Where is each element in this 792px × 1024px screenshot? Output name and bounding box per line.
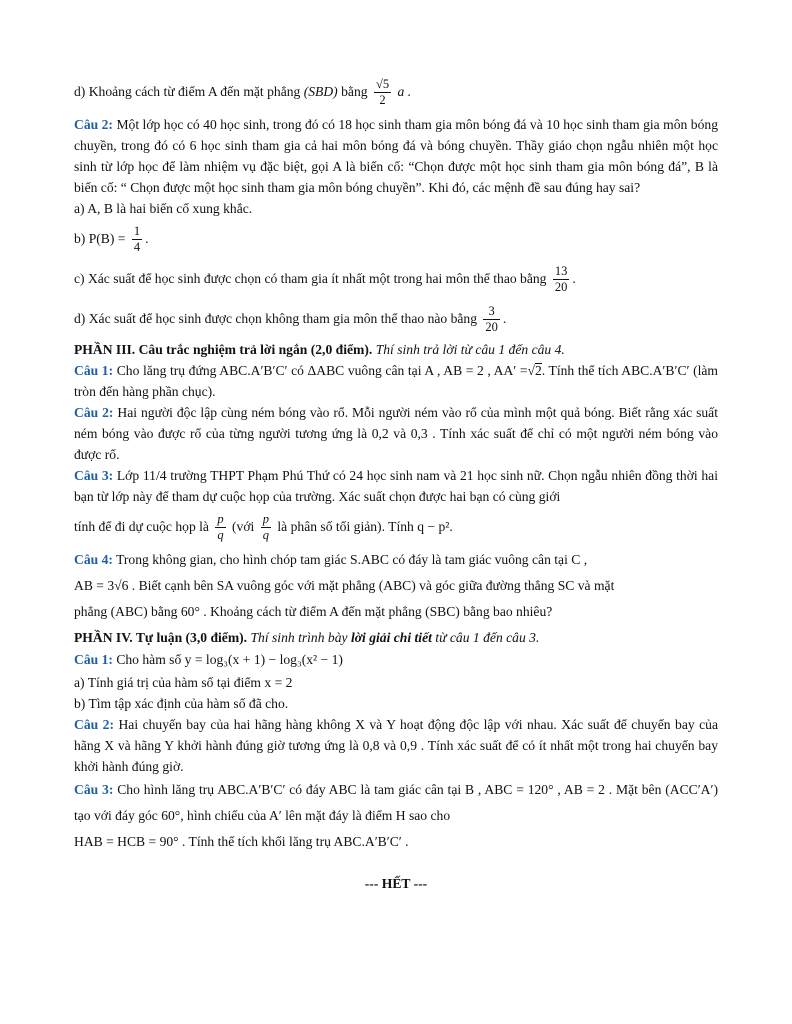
denominator: q bbox=[262, 528, 269, 543]
option-text: d) Xác suất để học sinh được chọn không tham gia môn thể thao nào bằng bbox=[74, 311, 478, 326]
part2-item-d-prev bbox=[74, 72, 718, 112]
question-text: là phân số tối giản). Tính q − p². bbox=[277, 519, 453, 534]
part3-question-2 bbox=[74, 402, 718, 465]
part3-question-3-cont bbox=[74, 507, 718, 547]
part4-question-3-cont: HAB = HCB = 90° . Tính thể tích khối lăng trụ ABC.A′B′C′ . bbox=[74, 834, 409, 849]
fraction bbox=[483, 304, 500, 335]
fraction bbox=[374, 77, 391, 108]
denominator: 20 bbox=[554, 280, 568, 295]
denominator: q bbox=[217, 528, 224, 543]
question-text: (với bbox=[232, 519, 255, 534]
question-text: Một lớp học có 40 học sinh, trong đó có 18 học sinh tham gia môn bóng đá và 10 học sinh tham gia môn bóng chuyền, trong đó có 6 học sinh tham gia cả hai môn bóng đá và bóng chuyền. Thầy giáo chọn ngẫu nhiên một học sinh từ lớp học để làm nhiệm vụ đặc biệt, gọi A là biến cố: “Chọn được một học sinh tham gia môn bóng đá”, B là biến cố: “ Chọn được một học sinh tham gia môn bóng chuyền”. Khi đó, các mệnh đề sau đúng hay sai? bbox=[74, 117, 718, 195]
section-heading: PHẦN III. Câu trắc nghiệm trả lời ngắn (2,0 điểm). bbox=[74, 342, 373, 357]
part3-question-3 bbox=[74, 465, 718, 507]
part4-question-1-a: a) Tính giá trị của hàm số tại điểm x = 2 bbox=[74, 675, 293, 690]
item-text: d) Khoảng cách từ điểm A đến mặt phẳng bbox=[74, 84, 301, 99]
question-text: Cho hàm số y = log₃(x + 1) − log₃(x² − 1) bbox=[116, 652, 343, 667]
question-label: Câu 1: bbox=[74, 652, 113, 667]
part4-question-1-b: b) Tìm tập xác định của hàm số đã cho. bbox=[74, 696, 289, 711]
plane-name: (SBD) bbox=[303, 84, 338, 99]
denominator: 20 bbox=[485, 320, 498, 335]
numerator: p bbox=[217, 512, 224, 527]
fraction bbox=[261, 512, 271, 543]
option-text: b) P(B) = bbox=[74, 231, 126, 246]
question-label: Câu 1: bbox=[74, 363, 114, 378]
part4-question-2 bbox=[74, 714, 718, 777]
part2-question-2 bbox=[74, 114, 718, 198]
option-d: d) Xác suất để học sinh được chọn không tham gia môn thể thao nào bằng $\frac{3}{20}$ . bbox=[74, 304, 507, 335]
part3-question-4-cont2: phẳng (ABC) bằng 60° . Khoảng cách từ điểm A đến mặt phẳng (SBC) bằng bao nhiêu? bbox=[74, 604, 553, 619]
section-instruction: Thí sinh trình bày bbox=[250, 630, 348, 645]
part3-heading bbox=[74, 339, 718, 360]
numerator: √5 bbox=[375, 77, 390, 92]
denominator: 4 bbox=[133, 240, 141, 255]
question-label: Câu 4: bbox=[74, 552, 113, 567]
part4-question-3 bbox=[74, 777, 718, 829]
part3-question-1: Câu 1: Cho lăng trụ đứng ABC.A′B′C′ có ΔABC vuông cân tại A , AB = 2 , AA′ =√2. Tính thể tích ABC.A′B′C′ (làm tròn đến hàng phần chục). bbox=[74, 363, 719, 399]
section-instruction: Thí sinh trả lời từ câu 1 đến câu 4. bbox=[375, 342, 565, 357]
part4-question-1 bbox=[74, 648, 718, 672]
question-text: Hai người độc lập cùng ném bóng vào rổ. Mỗi người ném vào rổ của mình một quả bóng. Biết rằng xác suất ném bóng vào được rổ của từng người tương ứng là 0,2 và 0,3 . Tính xác suất để chỉ có một người ném bóng vào được rổ. bbox=[74, 405, 718, 462]
denominator: 2 bbox=[379, 93, 386, 108]
question-text: Cho lăng trụ đứng ABC.A′B′C′ có ΔABC vuông cân tại A , AB = 2 , AA′ = bbox=[116, 363, 528, 378]
fraction bbox=[553, 264, 570, 295]
question-label: Câu 3: bbox=[74, 468, 114, 483]
question-text: Lớp 11/4 trường THPT Phạm Phú Thứ có 24 học sinh nam và 21 học sinh nữ. Chọn ngẫu nhiên đồng thời hai bạn từ lớp này để tham dự cuộc họp của trường. Xác suất chọn được hai bạn có cùng giới bbox=[74, 468, 718, 504]
part4-heading bbox=[74, 627, 718, 648]
fraction bbox=[215, 512, 225, 543]
option-b: b) P(B) = $\frac{1}{4}$ . bbox=[74, 224, 149, 255]
item-text: a . bbox=[397, 84, 412, 99]
part3-question-4 bbox=[74, 547, 718, 573]
end-marker: --- HẾT --- bbox=[364, 876, 428, 891]
fraction bbox=[132, 224, 142, 255]
numerator: 1 bbox=[133, 224, 141, 239]
option-c: c) Xác suất để học sinh được chọn có tham gia ít nhất một trong hai môn thể thao bằng $\frac{13}{20}$ . bbox=[74, 264, 576, 295]
question-label: Câu 2: bbox=[74, 117, 113, 132]
numerator: p bbox=[262, 512, 269, 527]
question-label: Câu 2: bbox=[74, 717, 114, 732]
question-text: tính để đi dự cuộc họp là bbox=[74, 519, 209, 534]
question-text: Cho hình lăng trụ ABC.A′B′C′ có đáy ABC là tam giác cân tại B , ABC = 120° , AB = 2 . Mặt bên (ACC′A′) tạo với đáy góc 60°, hình chiếu của A′ lên mặt đáy là điểm H sao cho bbox=[74, 782, 719, 823]
question-label: Câu 3: bbox=[74, 782, 114, 797]
section-instruction-bold: lời giải chi tiết bbox=[350, 630, 432, 645]
radicand: 2 bbox=[535, 363, 542, 378]
item-text: bằng bbox=[341, 84, 368, 99]
exam-page bbox=[74, 72, 718, 894]
part3-question-4-cont: AB = 3√6 . Biết cạnh bên SA vuông góc với mặt phẳng (ABC) và góc giữa đường thẳng SC và mặt bbox=[74, 578, 615, 593]
question-text: Trong không gian, cho hình chóp tam giác S.ABC có đáy là tam giác vuông cân tại C , bbox=[116, 552, 588, 567]
numerator: 3 bbox=[483, 304, 500, 320]
section-instruction: từ câu 1 đến câu 3. bbox=[435, 630, 540, 645]
section-heading: PHẦN IV. Tự luận (3,0 điểm). bbox=[74, 630, 248, 645]
numerator: 13 bbox=[554, 264, 568, 279]
option-text: c) Xác suất để học sinh được chọn có tham gia ít nhất một trong hai môn thể thao bằng bbox=[74, 271, 547, 286]
option-a: a) A, B là hai biến cố xung khắc. bbox=[74, 201, 253, 216]
question-text: . Tính thể tích ABC.A′B′C′ (làm tròn đến hàng phần chục). bbox=[74, 363, 719, 399]
question-label: Câu 2: bbox=[74, 405, 114, 420]
question-text: Hai chuyến bay của hai hãng hàng không X và Y hoạt động độc lập với nhau. Xác suất để chuyến bay của hãng X và hãng Y khởi hành đúng giờ tương ứng là 0,8 và 0,9 . Tính xác suất để có ít nhất một trong hai chuyến bay khởi hành đúng giờ. bbox=[74, 717, 718, 774]
